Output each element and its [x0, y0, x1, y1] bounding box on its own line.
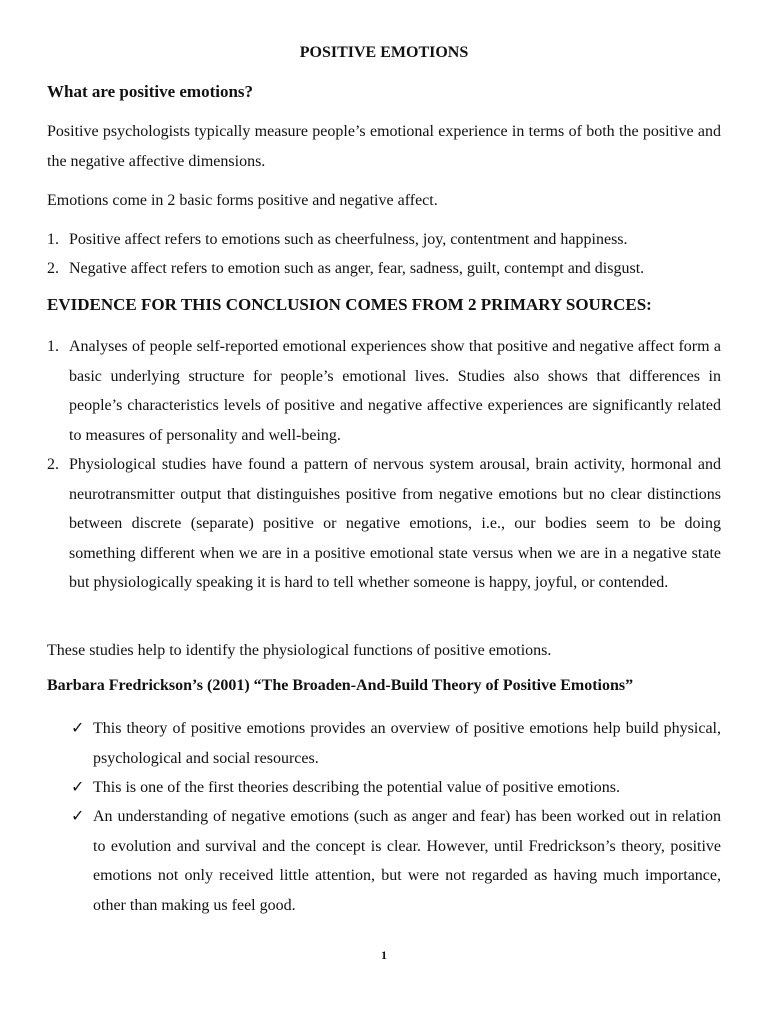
- theory-list-item-1: [71, 714, 721, 773]
- list-text: Physiological studies have found a pattern of nervous system arousal, brain activity, hormonal and neurotransmitter output that distinguishes positive from negative emotions but no clear distinctions between discrete (separate) positive or negative emotions, i.e., our bodies seem to be doing something different when we are in a positive emotional state versus when we are in a negative state but physiologically speaking it is hard to tell whether someone is happy, joyful, or contended.: [69, 456, 721, 591]
- forms-list-item-1: [47, 225, 721, 255]
- forms-paragraph: Emotions come in 2 basic forms positive and negative affect.: [47, 192, 438, 209]
- evidence-list-item-2: [47, 450, 721, 598]
- checkmark-icon: ✓: [71, 808, 85, 825]
- list-number: 2.: [47, 260, 59, 277]
- list-text: This theory of positive emotions provides an overview of positive emotions help build physical, psychological and social resources.: [93, 720, 721, 767]
- theory-heading: Barbara Fredrickson’s (2001) “The Broaden-And-Build Theory of Positive Emotions”: [47, 677, 634, 694]
- list-number: 2.: [47, 456, 59, 473]
- intro-paragraph: Positive psychologists typically measure people’s emotional experience in terms of both the positive and the negative affective dimensions.: [47, 123, 721, 170]
- question-heading: What are positive emotions?: [47, 82, 254, 101]
- page-title: POSITIVE EMOTIONS: [299, 44, 469, 61]
- theory-list-item-2: [71, 773, 721, 803]
- forms-list-item-2: [47, 254, 721, 284]
- list-text: Positive affect refers to emotions such as cheerfulness, joy, contentment and happiness.: [69, 231, 628, 248]
- list-text: Analyses of people self-reported emotional experiences show that positive and negative affect form a basic underlying structure for people’s emotional lives. Studies also shows that differences in people’s characteristics levels of positive and negative affective experiences are significantly related to measures of personality and well-being.: [69, 338, 721, 444]
- evidence-heading: EVIDENCE FOR THIS CONCLUSION COMES FROM 2 PRIMARY SOURCES:: [47, 295, 652, 314]
- checkmark-icon: ✓: [71, 720, 85, 737]
- list-text: This is one of the first theories describing the potential value of positive emotions.: [93, 779, 620, 796]
- list-text: Negative affect refers to emotion such as anger, fear, sadness, guilt, contempt and disgust.: [69, 260, 645, 277]
- studies-paragraph: These studies help to identify the physiological functions of positive emotions.: [47, 642, 552, 659]
- list-text: An understanding of negative emotions (such as anger and fear) has been worked out in relation to evolution and survival and the concept is clear. However, until Fredrickson’s theory, positive emotions not only received little attention, but were not regarded as having much importance, other than making us feel good.: [93, 808, 721, 914]
- evidence-list-item-1: [47, 332, 721, 450]
- page-number: 1: [381, 948, 387, 962]
- checkmark-icon: ✓: [71, 779, 85, 796]
- theory-list-item-3: [71, 802, 721, 920]
- list-number: 1.: [47, 338, 59, 355]
- list-number: 1.: [47, 231, 59, 248]
